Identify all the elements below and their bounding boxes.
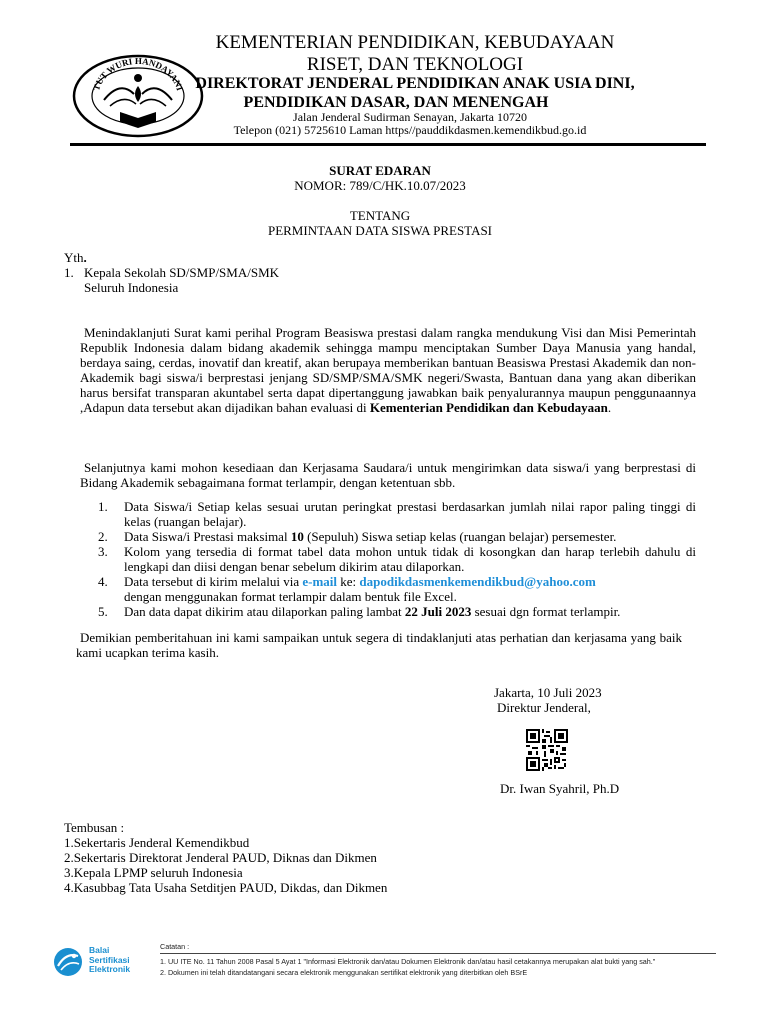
closing-paragraph: Demikian pemberitahuan ini kami sampaikan untuk segera di tindaklanjuti atas perhatian dan kerjasama yang baik kami ucapkan terima kasih. xyxy=(76,630,682,660)
cc-item: 2.Sekertaris Direktorat Jenderal PAUD, Diknas dan Dikmen xyxy=(64,850,377,865)
title-block xyxy=(180,163,580,238)
ministry-line-1: KEMENTERIAN PENDIDIKAN, KEBUDAYAAN xyxy=(215,32,615,53)
signer-position: Direktur Jenderal, xyxy=(497,700,591,715)
letter-number: NOMOR: 789/C/HK.10.07/2023 xyxy=(294,178,466,193)
header-rule xyxy=(70,143,706,146)
requirements-list xyxy=(98,499,696,619)
list-item: 3. Kolom yang tersedia di format tabel data mohon untuk tidak di kosongkan dan harap terlebih dahulu di lengkapi dan diisi dengan benar sebelum dikirim atau dilaporkan. xyxy=(98,544,696,574)
bsre-line-2: Sertifikasi xyxy=(89,954,130,965)
directorate-line-2: PENDIDIKAN DASAR, DAN MENENGAH xyxy=(243,94,549,111)
recipient-line-2: Seluruh Indonesia xyxy=(84,280,179,295)
recipient-block xyxy=(64,250,464,295)
letter-subject: PERMINTAAN DATA SISWA PRESTASI xyxy=(267,223,493,238)
cc-item: 4.Kasubbag Tata Usaha Setditjen PAUD, Dikdas, dan Dikmen xyxy=(64,880,388,895)
footer-note-1: 1. UU ITE No. 11 Tahun 2008 Pasal 5 Ayat 1 "Informasi Elektronik dan/atau Dokumen Elektronik dan/atau hasil cetakannya merupakan alat bukti yang sah." xyxy=(160,957,656,966)
list-item: 4. Data tersebut di kirim melalui via e-mail ke: dapodikdasmenkemendikbud@yahoo.com dengan menggunakan format terlampir dalam bentuk file Excel. xyxy=(98,574,596,604)
logo-motto: TUT WURI HANDAYANI xyxy=(91,55,185,92)
cc-block xyxy=(64,820,484,895)
footer-rule xyxy=(160,953,716,954)
directorate-line-1: DIREKTORAT JENDERAL PENDIDIKAN ANAK USIA DINI, xyxy=(195,75,635,92)
list-item: 2. Data Siswa/i Prestasi maksimal 10 (Sepuluh) Siswa setiap kelas (ruangan belajar) persemester. xyxy=(98,529,617,544)
cc-item: 3.Kepala LPMP seluruh Indonesia xyxy=(64,865,243,880)
bsre-logo xyxy=(52,944,152,978)
paragraph-1: Menindaklanjuti Surat kami perihal Program Beasiswa prestasi dalam rangka mendukung Visi dan Misi Pemerintah Republik Indonesia dalam bidang akademik sehingga mampu menciptakan Sumber Daya Manusia yang handal, berdaya saing, cerdas, inovatif dan kreatif, akan berupaya memberikan bantuan Beasiswa Prestasi Akademik dan non-Akademik bagi siswa/i berprestasi jenjang SD/SMP/SMA/SMK negeri/Swasta, Bantuan dana yang akan diberikan harus bersifat transparan akuntabel serta dapat dipertanggung jawabkan baik penyalurannya maupun penggunaannya ,Adapun data tersebut akan dijadikan bahan evaluasi di Kementerian Pendidikan dan Kebudayaan. xyxy=(80,325,696,415)
letterhead xyxy=(0,0,768,150)
signer-name: Dr. Iwan Syahril, Ph.D xyxy=(500,781,620,796)
list-item: 1. Data Siswa/i Setiap kelas sesuai urutan peringkat prestasi berdasarkan jumlah nilai rapor paling tinggi di kelas (ruangan belajar). xyxy=(98,499,696,529)
bsre-line-3: Elektronik xyxy=(89,964,131,974)
contact-info: Telepon (021) 5725610 Laman https//pauddikdasmen.kemendikbud.go.id xyxy=(233,123,587,137)
letter-about: TENTANG xyxy=(349,208,411,223)
yth-label: Yth. xyxy=(64,250,87,265)
list-item: 5. Dan data dapat dikirim atau dilaporkan paling lambat 22 Juli 2023 sesuai dgn format terlampir. xyxy=(98,604,621,619)
recipient-line-1: 1. Kepala Sekolah SD/SMP/SMA/SMK xyxy=(64,265,280,280)
email-address-link[interactable]: dapodikdasmenkemendikbud@yahoo.com xyxy=(359,574,596,589)
signature-block xyxy=(494,685,714,715)
place-date: Jakarta, 10 Juli 2023 xyxy=(494,685,602,700)
letter-type: SURAT EDARAN xyxy=(329,163,431,178)
ministry-line-2: RISET, DAN TEKNOLOGI xyxy=(306,54,524,75)
ministry-bold: Kementerian Pendidikan dan Kebudayaan xyxy=(369,400,608,415)
cc-label: Tembusan : xyxy=(64,820,125,835)
paragraph-2: Selanjutnya kami mohon kesediaan dan Kerjasama Saudara/i untuk mengirimkan data siswa/i yang berprestasi di Bidang Akademik sebagaimana format terlampir, dengan ketentuan sbb. xyxy=(80,460,696,490)
directorate-name xyxy=(170,74,660,112)
signature-qr-code xyxy=(526,729,568,771)
bsre-globe-icon xyxy=(52,946,84,978)
catatan-label: Catatan : xyxy=(160,942,190,951)
ministry-name xyxy=(190,32,640,76)
cc-item: 1.Sekertaris Jenderal Kemendikbud xyxy=(64,835,250,850)
bsre-line-1: Balai xyxy=(89,945,110,955)
footer-note-2: 2. Dokumen ini telah ditandatangani secara elektronik menggunakan sertifikat elektronik yang diterbitkan oleh BSrE xyxy=(160,968,528,977)
address: Jalan Jenderal Sudirman Senayan, Jakarta 10720 xyxy=(293,110,527,124)
footer-notes xyxy=(160,941,720,978)
email-label: e-mail xyxy=(302,574,337,589)
